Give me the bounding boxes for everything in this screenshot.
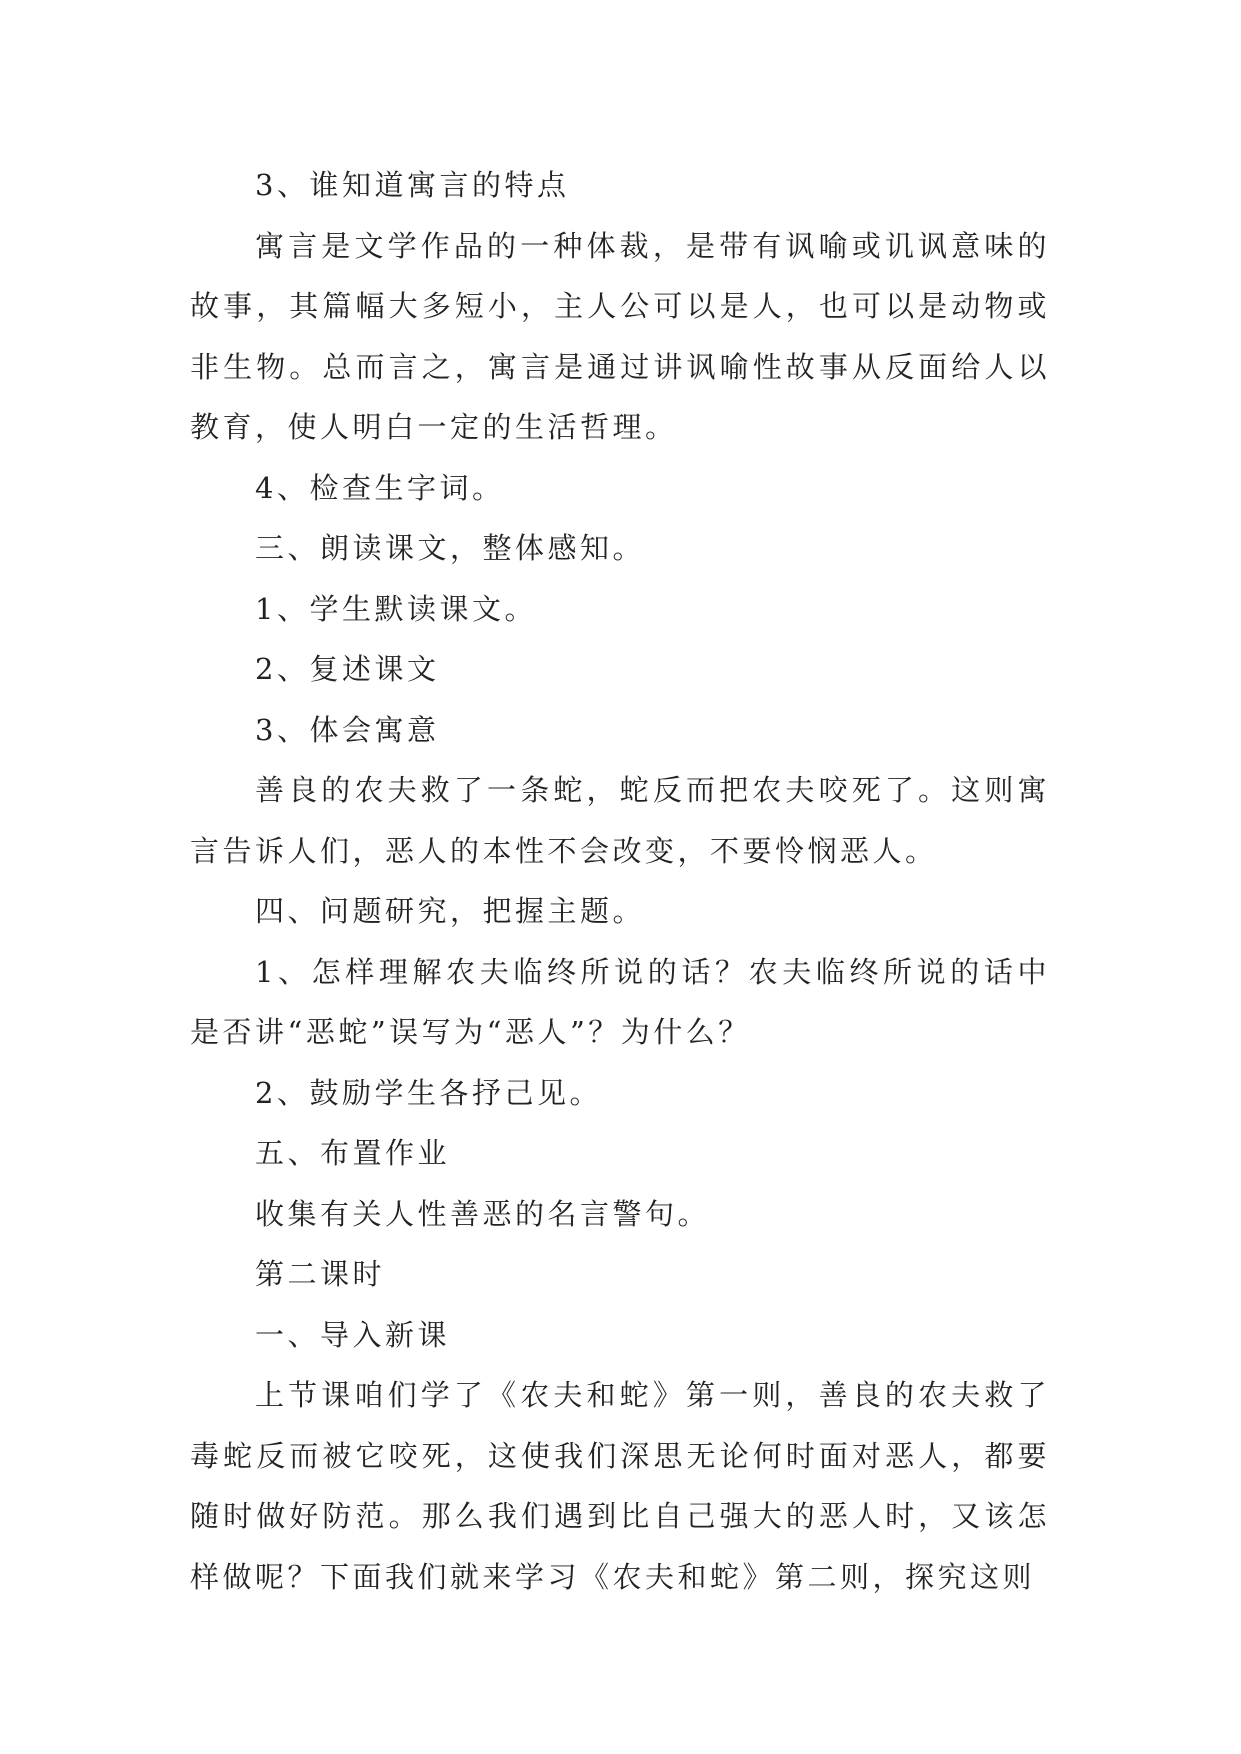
paragraph: 1、学生默读课文。	[255, 591, 537, 626]
document-body	[190, 155, 1050, 1607]
paragraph: 一、导入新课	[255, 1317, 451, 1352]
paragraph: 1、怎样理解农夫临终所说的话？农夫临终所说的话中是否讲“恶蛇”误写为“恶人”？为什么？	[190, 954, 1050, 1049]
paragraph: 2、鼓励学生各抒己见。	[255, 1075, 602, 1110]
paragraph: 善良的农夫救了一条蛇，蛇反而把农夫咬死了。这则寓言告诉人们，恶人的本性不会改变，不要怜悯恶人。	[190, 773, 1050, 868]
paragraph: 上节课咱们学了《农夫和蛇》第一则，善良的农夫救了毒蛇反而被它咬死，这使我们深思无论何时面对恶人，都要随时做好防范。那么我们遇到比自己强大的恶人时，又该怎样做呢？下面我们就来学习《农夫和蛇》第二则，探究这则	[190, 1378, 1050, 1594]
paragraph: 第二课时	[255, 1257, 386, 1291]
paragraph: 3、体会寓意	[255, 712, 440, 747]
paragraph: 寓言是文学作品的一种体裁，是带有讽喻或讥讽意味的故事，其篇幅大多短小，主人公可以是人，也可以是动物或非生物。总而言之，寓言是通过讲讽喻性故事从反面给人以教育，使人明白一定的生活哲理。	[190, 228, 1050, 444]
paragraph: 三、朗读课文，整体感知。	[255, 531, 646, 565]
paragraph: 四、问题研究，把握主题。	[255, 894, 646, 928]
paragraph: 收集有关人性善恶的名言警句。	[255, 1196, 711, 1231]
paragraph: 2、复述课文	[255, 652, 440, 686]
paragraph: 五、布置作业	[255, 1136, 451, 1170]
paragraph: 4、检查生字词。	[255, 470, 505, 505]
paragraph: 3、谁知道寓言的特点	[255, 168, 570, 202]
